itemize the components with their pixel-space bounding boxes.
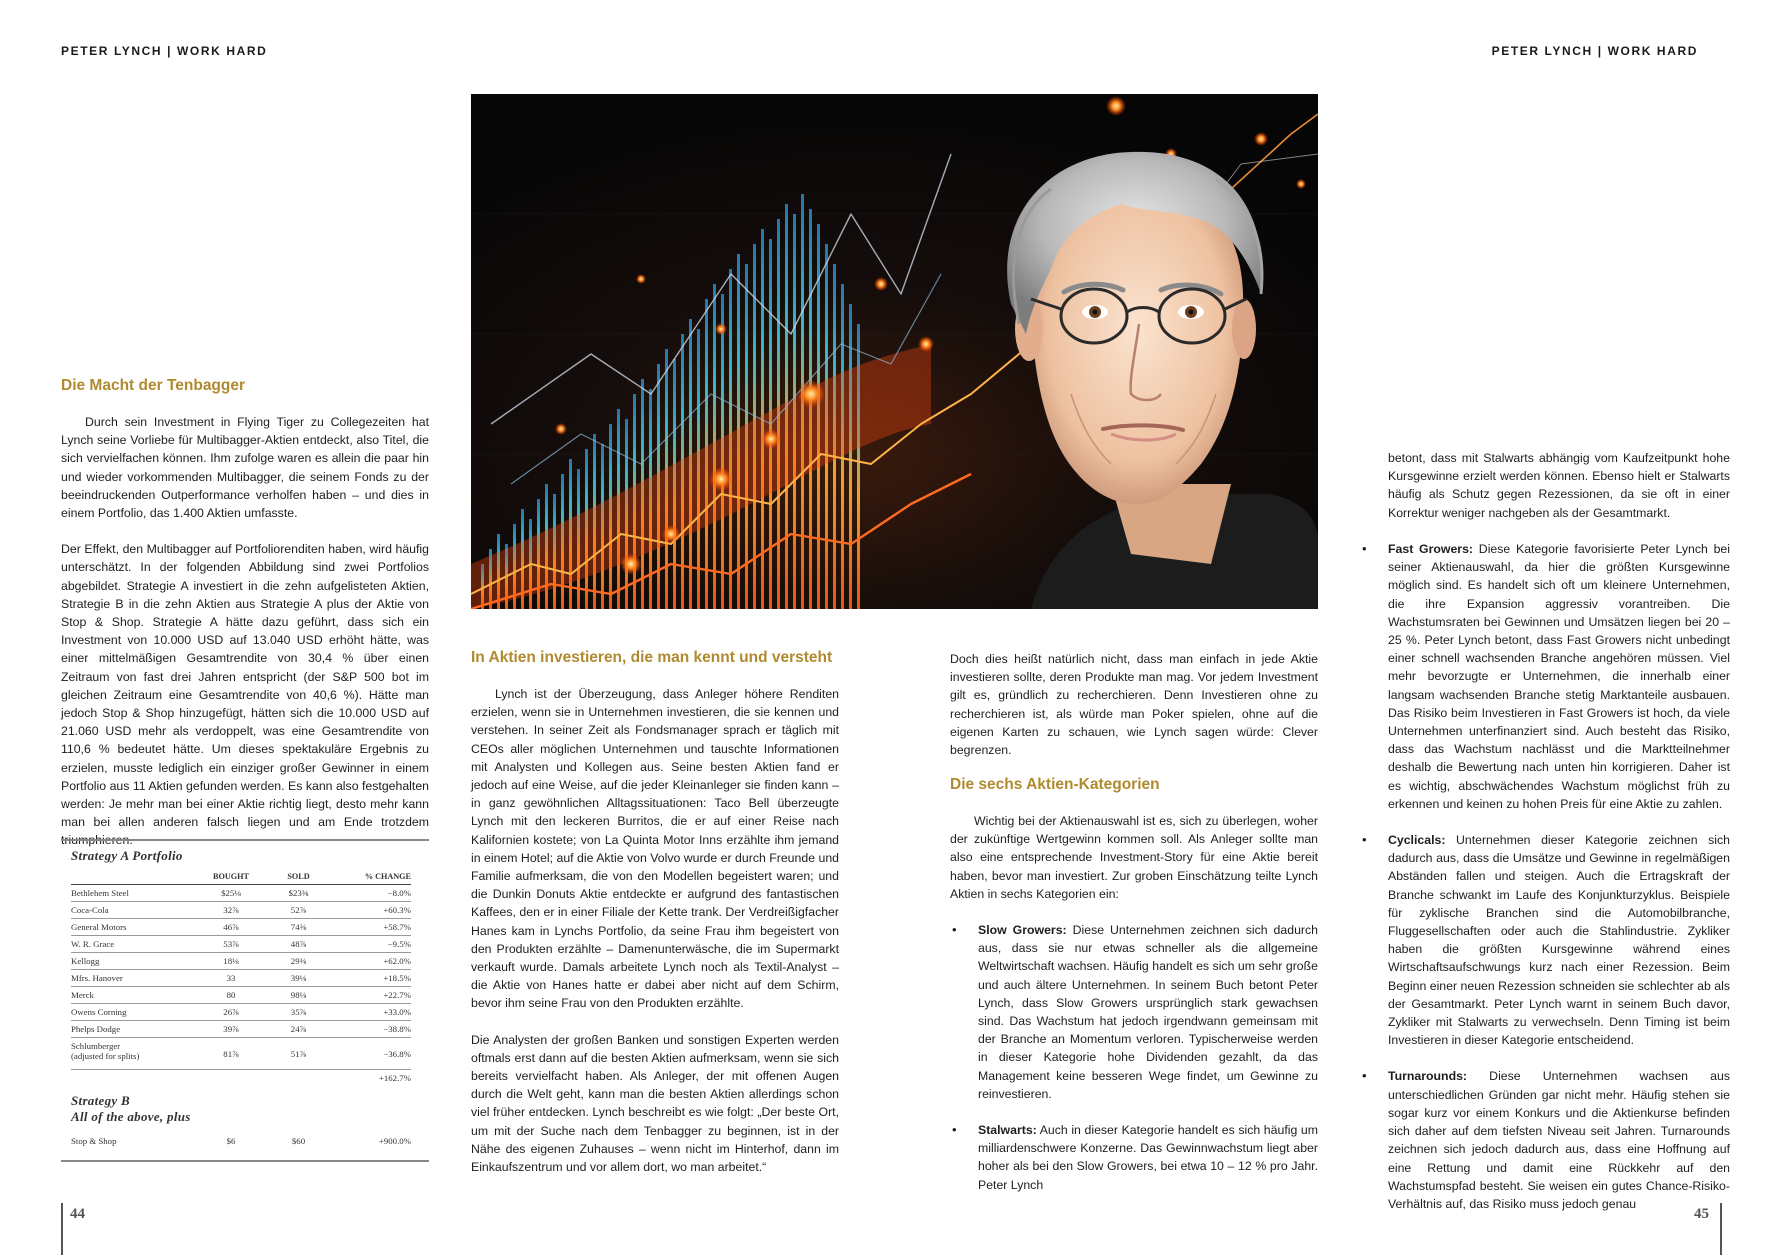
paragraph: betont, dass mit Stalwarts abhängig vom Kaufzeitpunkt hohe Kursgewinne erzielt werden können. Ebenso hielt er Stalwarts häufig als Schutz gegen Rezessionen, da sie oft in einer Korrektur weniger nachgeben als der Gesamtmarkt. xyxy=(1388,451,1730,520)
cell-bought: 80 xyxy=(196,987,266,1004)
table-row xyxy=(71,936,411,953)
cell-change: +60.3% xyxy=(331,902,411,919)
cell-change: +900.0% xyxy=(378,1136,411,1146)
table-bottom-rule xyxy=(61,1160,429,1162)
paragraph: Durch sein Investment in Flying Tiger zu Collegezeiten hat Lynch seine Vorliebe für Multibagger-Aktien entdeckt, also Titel, die sich vervielfachen können. Ihm zufolge waren es allein die paar hin und wieder vorkommenden Multibagger, die seinem Fonds zu der beeindruckenden Outperformance verholfen haben – und dies in einem Portfolio, das 1.400 Aktien umfasste. xyxy=(61,415,429,521)
cell-sold: 52⅞ xyxy=(266,902,331,919)
list-item-text: Diese Kategorie favorisierte Peter Lynch bei seiner Aktienauswahl, da hier die größten Kursgewinne möglich sind. Es handelt sich oft um kleinere Unternehmen, die ihre Expansion aggressiv vorantreiben. Die Wachstumsraten bei Gewinnen und Umsätzen liegen bei 20 – 25 %. Peter Lynch betont, dass Fast Growers nicht unbedingt einer schnell wachsenden Branche angehören müssen. Viel mehr bevorzugte er Unternehmen, die innerhalb einer langsam wachsenden Branche stetig Marktanteile ausbauen. Das Risiko beim Investieren in Fast Growers ist hoch, da viele Unternehmen unterfinanziert sind. Auch besteht das Risiko, dass das Wachstum nachlässt und die Marktteilnehmer deshalb die Bewertung nach unten hin korrigieren. Daher ist es wichtig, abschwächendes Wachstum möglichst früh zu erkennen und keinen zu hohen Preis für eine Aktie zu zahlen. xyxy=(1388,542,1730,811)
heading-aktien-kennen: In Aktien investieren, die man kennt und versteht xyxy=(471,649,833,666)
col-header-name xyxy=(71,870,196,885)
cell-change: +58.7% xyxy=(331,919,411,936)
paragraph: Die Analysten der großen Banken und sonstigen Experten werden oftmals erst dann auf die besten Aktien aufmerksam, wenn sie sich bereits vervielfacht haben. Als Anleger, der mit offenen Augen durch die Welt geht, kann man die besten Aktien allerdings schon viel früher entdecken. Lynch beschreibt es wie folgt: „Der beste Ort, um mit der Suche nach dem Tenbagger zu beginnen, ist in der Nähe des eigenen Zuhauses – wenn nicht im Hinterhof, dann im Einkaufszentrum und vor allem dort, wo man arbeitet.“ xyxy=(471,1032,839,1175)
page-rule-right xyxy=(1720,1203,1722,1255)
cell-name: Owens Corning xyxy=(71,1004,196,1021)
cell-bought: 32⅞ xyxy=(196,902,266,919)
table-row xyxy=(71,987,411,1004)
cell-sold: $60 xyxy=(291,1136,306,1146)
strategy-b-title: Strategy B xyxy=(71,1093,130,1108)
term-cyclicals: Cyclicals: xyxy=(1388,833,1446,848)
list-item xyxy=(1360,540,1730,813)
running-head-right: PETER LYNCH | WORK HARD xyxy=(1491,44,1698,58)
page-rule-left xyxy=(61,1203,63,1255)
cell-bought: $25⅛ xyxy=(196,885,266,902)
list-item xyxy=(1360,831,1730,1049)
cell-sold: 48⅞ xyxy=(266,936,331,953)
cell-name: Stop & Shop xyxy=(71,1136,117,1146)
cell-name: Bethlehem Steel xyxy=(71,885,196,902)
bullet-icon: • xyxy=(952,922,957,938)
cell-bought: 46⅞ xyxy=(196,919,266,936)
table-row xyxy=(71,1038,411,1070)
col-header-change: % CHANGE xyxy=(331,870,411,885)
table-row xyxy=(71,953,411,970)
middle-column-text xyxy=(471,685,839,1194)
term-slow-growers: Slow Growers: xyxy=(978,923,1067,938)
cell-name: Phelps Dodge xyxy=(71,1021,196,1038)
running-head-left: PETER LYNCH | WORK HARD xyxy=(61,44,268,58)
cell-name: W. R. Grace xyxy=(71,936,196,953)
cell-name: Kellogg xyxy=(71,953,196,970)
cell-change: +18.5% xyxy=(331,970,411,987)
cell-sold: 39⅛ xyxy=(266,970,331,987)
table-total-row xyxy=(71,1070,411,1087)
schlumberger-note: (adjusted for splits) xyxy=(71,1051,140,1061)
table-row xyxy=(71,970,411,987)
third-column-text xyxy=(950,650,1318,777)
cell-sold: 74⅜ xyxy=(266,919,331,936)
strategy-b-subtitle: All of the above, plus xyxy=(71,1109,191,1124)
cell-sold: $23⅜ xyxy=(266,885,331,902)
cell-empty xyxy=(266,1070,331,1087)
cell-bought: 39⅞ xyxy=(196,1021,266,1038)
cell-change: −8.0% xyxy=(331,885,411,902)
cell-bought: 81⅞ xyxy=(196,1038,266,1070)
list-item xyxy=(950,1121,1318,1194)
cell-change: +22.7% xyxy=(331,987,411,1004)
table-row xyxy=(71,902,411,919)
bullet-icon: • xyxy=(1362,541,1367,556)
cell-bought: 18⅛ xyxy=(196,953,266,970)
cell-empty xyxy=(71,1070,196,1087)
cell-name: Merck xyxy=(71,987,196,1004)
cell-sold: 24⅞ xyxy=(266,1021,331,1038)
col-header-bought: BOUGHT xyxy=(196,870,266,885)
strategy-a-table xyxy=(71,870,411,1087)
cell-sold: 51⅞ xyxy=(266,1038,331,1070)
left-column-text xyxy=(61,413,429,868)
cell-name: Mfrs. Hanover xyxy=(71,970,196,987)
list-item-text: Unternehmen dieser Kategorie zeichnen sich dadurch aus, dass die Umsätze und Gewinne in regelmäßigen Abständen fallen und steigen. Auch die Ertragskraft der Branche schwankt im Laufe des Konjunkturzyklus. Beispiele für zyklische Branchen sind die Automobilbranche, Fluggesellschaften oder auch die Stahlindustrie. Zykliker haben die größten Kursgewinne während eines Wirtschaftsaufschwungs kurz nach einer Rezession. Beim Beginn einer neuen Rezession schneiden sie schlechter ab als der Gesamtmarkt. Peter Lynch warnt in seinem Buch davor, Zykliker mit Stalwarts zu verwechseln. Denn Timing ist beim Investieren in dieser Kategorie entscheidend. xyxy=(1388,833,1730,1048)
cell-bought: 33 xyxy=(196,970,266,987)
table-row xyxy=(71,885,411,902)
cell-total: +162.7% xyxy=(378,1073,411,1083)
schlumberger-name: Schlumberger xyxy=(71,1041,121,1051)
cell-bought: $6 xyxy=(226,1136,236,1146)
table-top-rule xyxy=(61,839,429,841)
list-item xyxy=(1360,1067,1730,1213)
cell-change: −36.8% xyxy=(331,1038,411,1070)
chart-portrait-illustration xyxy=(471,94,1318,609)
term-fast-growers: Fast Growers: xyxy=(1388,542,1474,556)
third-column-text-2 xyxy=(950,812,1318,1212)
cell-sold: 29⅜ xyxy=(266,953,331,970)
heading-tenbagger: Die Macht der Tenbagger xyxy=(61,377,246,394)
paragraph: Wichtig bei der Aktienauswahl ist es, sich zu überlegen, woher der zukünftige Wertgewinn kommen soll. Als Anleger sollte man also eine entsprechende Investment-Story für eine Aktie bereit haben, bevor man investiert. Zur groben Einschätzung teilte Lynch Aktien in sechs Kategorien ein: xyxy=(950,814,1318,901)
cell-bought: 26⅞ xyxy=(196,1004,266,1021)
cell-bought: 53⅞ xyxy=(196,936,266,953)
strategy-b-table xyxy=(71,1133,411,1150)
cell-sold: 35⅞ xyxy=(266,1004,331,1021)
cell-change: −38.8% xyxy=(331,1021,411,1038)
cell-name: Coca-Cola xyxy=(71,902,196,919)
term-stalwarts: Stalwarts: xyxy=(978,1123,1037,1138)
col-header-sold: SOLD xyxy=(266,870,331,885)
cell-change: −9.5% xyxy=(331,936,411,953)
list-item xyxy=(950,921,1318,1103)
cell-change: +33.0% xyxy=(331,1004,411,1021)
cell-name xyxy=(71,1038,196,1070)
table-row xyxy=(71,1004,411,1021)
paragraph: Der Effekt, den Multibagger auf Portfoliorenditen haben, wird häufig unterschätzt. In der folgenden Abbildung sind zwei Portfolios abgebildet. Strategie A investiert in die zehn aufgelisteten Aktien, Strategie B in die zehn Aktien aus Strategie A plus der Aktie von Stop & Shop. Strategie A hätte dazu geführt, dass sich ein Investment von 10.000 USD auf 13.040 USD erhöht hätte, was einer mittelmäßigen Gesamtrendite von 30,4 % über einen Zeitraum von fast drei Jahren entspricht (der S&P 500 bot im gleichen Zeitraum eine Gesamtrendite von 40,6 %). Hätte man jedoch Stop & Shop hinzugefügt, hätten sich die 10.000 USD auf 21.060 USD mehr als verdoppelt, was eine Gesamtrendite von 110,6 % bedeutet hätte. Um dieses spektakuläre Ergebnis zu erzielen, musste lediglich ein einziger großer Gewinner in einem Portfolio aus 11 Aktien gefunden werden. Es kann also festgehalten werden: Je mehr man bei einer Aktie richtig liegt, desto mehr kann man bei allen anderen falsch liegen und am Ende trotzdem xyxy=(61,542,429,830)
cell-empty xyxy=(196,1070,266,1087)
hero-illustration xyxy=(471,94,1318,609)
heading-sechs-kategorien: Die sechs Aktien-Kategorien xyxy=(950,776,1160,793)
table-header-row xyxy=(71,870,411,885)
strategy-b-block xyxy=(71,1093,416,1150)
fourth-column-list xyxy=(1360,540,1730,1231)
paragraph: Lynch ist der Überzeugung, dass Anleger höhere Renditen erzielen, wenn sie in Unternehmen investieren, die sie kennen und verstehen. In seiner Zeit als Fondsmanager sprach er täglich mit CEOs aller möglichen Unternehmen und tauschte Informationen mit Analysten und Kollegen aus. Seine besten Aktien fand er jedoch auf eine Weise, auf die jeder Kleinanleger sie finden kann – in ganz gewöhnlichen Alltagssituationen: Taco Bell überzeugte Lynch mit den leckeren Burritos, die er auf einer Reise nach Kalifornien kostete; von La Quinta Motor Inns erzählte ihm jemand in einem Hotel; auf die Aktie von Volvo wurde er durch Freunde und Familie aufmerksam, die von den Modellen begeistert waren; und die Dunkin Donuts Aktie entdeckte er aufgrund des fantastischen Kaffees, den er in einer Filiale der Kette trank. Der Verdreißigfacher Hanes kam in Lynchs Portfolio, da seine Frau ihm begeistert von den Produkten erzählte – Damenunterwäsche, die im Supermarkt verkauft wurde. Damals arbeitete Lynch noch als Textil-Analyst – die Aktie von Hanes hatte er dabei aber nicht auf dem Schirm, bevor ihm seine Frau von den Produkten erzählte. xyxy=(471,687,839,1011)
bullet-icon: • xyxy=(1362,832,1367,848)
page-number-left: 44 xyxy=(70,1206,85,1222)
term-turnarounds: Turnarounds: xyxy=(1388,1069,1468,1084)
fourth-column-text xyxy=(1388,449,1730,540)
cell-name: General Motors xyxy=(71,919,196,936)
bullet-icon: • xyxy=(952,1122,957,1138)
paragraph: Doch dies heißt natürlich nicht, dass man einfach in jede Aktie investieren sollte, deren Produkte man mag. Vor jedem Investment gilt es, gründlich zu recherchieren. Denn Investieren ohne zu recherchieren ist, als würde man Poker spielen, ohne auf die eigenen Karten zu schauen, wie Lynch sagen würde: Clever begrenzen. xyxy=(950,652,1318,758)
bullet-icon: • xyxy=(1362,1068,1367,1084)
page-number-right: 45 xyxy=(1694,1206,1709,1222)
table-row xyxy=(71,919,411,936)
portfolio-table xyxy=(71,848,416,1087)
table-row xyxy=(71,1021,411,1038)
list-item-text: Diese Unternehmen zeichnen sich dadurch aus, dass sie nur etwas schneller als die allgemeine Weltwirtschaft wachsen. Häufig handelt es sich um sehr große und auch ältere Unternehmen. In seinem Buch betont Peter Lynch, dass Slow Growers ursprünglich stark gewachsen sind. Das Wachstum hat jedoch irgendwann gemeinsam mit der Branche an Momentum verloren. Typischerweise werden in dieser Kategorie hohe Dividenden gezahlt, da das Management keine besseren Wege findet, um Gewinne zu reinvestieren. xyxy=(978,923,1318,1101)
strategy-a-title: Strategy A Portfolio xyxy=(71,848,183,863)
cell-sold: 98⅛ xyxy=(266,987,331,1004)
cell-change: +62.0% xyxy=(331,953,411,970)
table-row xyxy=(71,1133,411,1150)
list-item-text: Auch in dieser Kategorie handelt es sich häufig um milliardenschwere Konzerne. Das Gewinnwachstum liegt aber hoher als bei den Slow Growers, bei etwa 10 – 12 % pro Jahr. Peter Lynch xyxy=(978,1123,1318,1192)
list-item-text: Diese Unternehmen wachsen aus unterschiedlichen Gründen gar nicht mehr. Häufig stehen sie sogar kurz vor einem Konkurs und die Aktienkurse befinden sich daher auf dem tiefsten Niveau seit Jahren. Turnarounds zeichnen sich jedoch dadurch aus, dass eine Hoffnung auf eine Rettung und damit eine Rückkehr auf den Wachstumspfad besteht. Sie weisen ein gutes Chance-Risiko-Verhältnis auf, das Risiko muss jedoch genau xyxy=(1388,1069,1730,1211)
